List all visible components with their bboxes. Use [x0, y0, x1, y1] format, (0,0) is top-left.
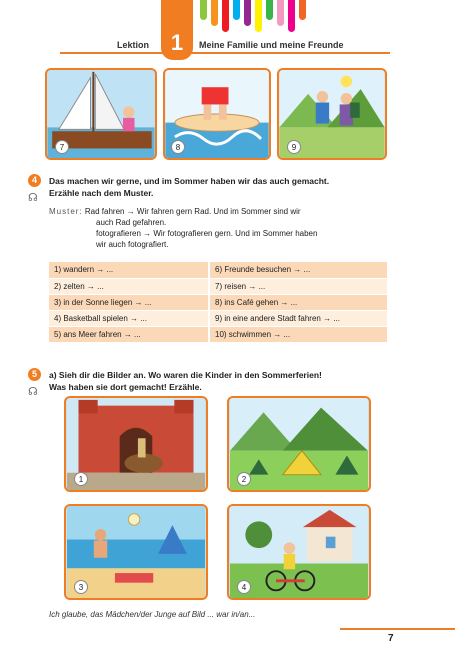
table-cell: 10) schwimmen → ...	[209, 326, 387, 342]
table-row	[49, 310, 387, 326]
task-4-line-1: Das machen wir gerne, und im Sommer haben wir das auch gemacht.	[49, 176, 330, 186]
picture-number: 2	[237, 472, 251, 486]
footer-rule	[340, 628, 455, 630]
color-bar	[255, 0, 262, 32]
picture-number: 9	[287, 140, 301, 154]
chapter-number: 1	[170, 30, 184, 55]
table-cell: 8) ins Café gehen → ...	[209, 294, 387, 310]
table-cell: 3) in der Sonne liegen → ...	[49, 294, 209, 310]
task-5-instruction	[49, 369, 399, 393]
color-bar	[244, 0, 251, 26]
color-bar	[299, 0, 306, 20]
task-5-line-1: a) Sieh dir die Bilder an. Wo waren die Kinder in den Sommerferien!	[49, 370, 322, 380]
color-bars-decoration	[200, 0, 330, 32]
page-header	[0, 0, 455, 60]
color-bar	[266, 0, 273, 20]
picture-4-village	[227, 504, 371, 600]
bottom-sentence: Ich glaube, das Mädchen/der Junge auf Bild ... war in/an...	[49, 610, 256, 619]
lektion-label: Lektion	[117, 40, 150, 50]
task-4-line-2: Erzähle nach dem Muster.	[49, 188, 154, 198]
color-bar	[211, 0, 218, 26]
color-bar	[277, 0, 284, 26]
table-cell: 7) reisen → ...	[209, 278, 387, 294]
table-row	[49, 278, 387, 294]
chapter-title: Meine Familie und meine Freunde	[199, 40, 344, 50]
header-rule	[60, 52, 390, 54]
muster-row-1	[49, 206, 394, 217]
table-cell: 6) Freunde besuchen → ...	[209, 262, 387, 278]
picture-7-sailboat	[45, 68, 157, 160]
table-cell: 9) in eine andere Stadt fahren → ...	[209, 310, 387, 326]
picture-9-hikers	[277, 68, 387, 160]
picture-8-surfer	[163, 68, 271, 160]
muster-label: Muster:	[49, 207, 83, 216]
muster-ex1-line1: Rad fahren → Wir fahren gern Rad. Und im Sommer sind wir	[84, 207, 301, 216]
color-bar	[222, 0, 229, 32]
color-bar	[200, 0, 207, 20]
picture-3-beach	[64, 504, 208, 600]
picture-1-castle	[64, 396, 208, 492]
chapter-tab	[161, 0, 193, 60]
muster-example	[49, 206, 394, 250]
picture-number: 7	[55, 140, 69, 154]
task-4-number: 4	[28, 174, 41, 187]
listen-icon: ☊	[28, 192, 38, 204]
listen-icon: ☊	[28, 386, 38, 398]
picture-number: 8	[171, 140, 185, 154]
page-number: 7	[388, 633, 394, 644]
task-4-instruction	[49, 175, 399, 199]
exercise-table	[49, 262, 387, 343]
color-bar	[233, 0, 240, 20]
picture-number: 4	[237, 580, 251, 594]
task-5-line-2: Was haben sie dort gemacht! Erzähle.	[49, 382, 202, 392]
task-5-number: 5	[28, 368, 41, 381]
muster-ex1-line2: auch Rad gefahren.	[96, 218, 167, 227]
table-cell: 4) Basketball spielen → ...	[49, 310, 209, 326]
table-cell: 5) ans Meer fahren → ...	[49, 326, 209, 342]
table-row	[49, 294, 387, 310]
table-row	[49, 262, 387, 278]
color-bar	[288, 0, 295, 32]
muster-ex2-line1: fotografieren → Wir fotografieren gern. Und im Sommer haben	[96, 229, 318, 238]
table-cell: 2) zelten → ...	[49, 278, 209, 294]
picture-number: 3	[74, 580, 88, 594]
picture-number: 1	[74, 472, 88, 486]
table-cell: 1) wandern → ...	[49, 262, 209, 278]
picture-2-camping	[227, 396, 371, 492]
table-row	[49, 326, 387, 342]
muster-ex2-line2: wir auch fotografiert.	[96, 240, 169, 249]
